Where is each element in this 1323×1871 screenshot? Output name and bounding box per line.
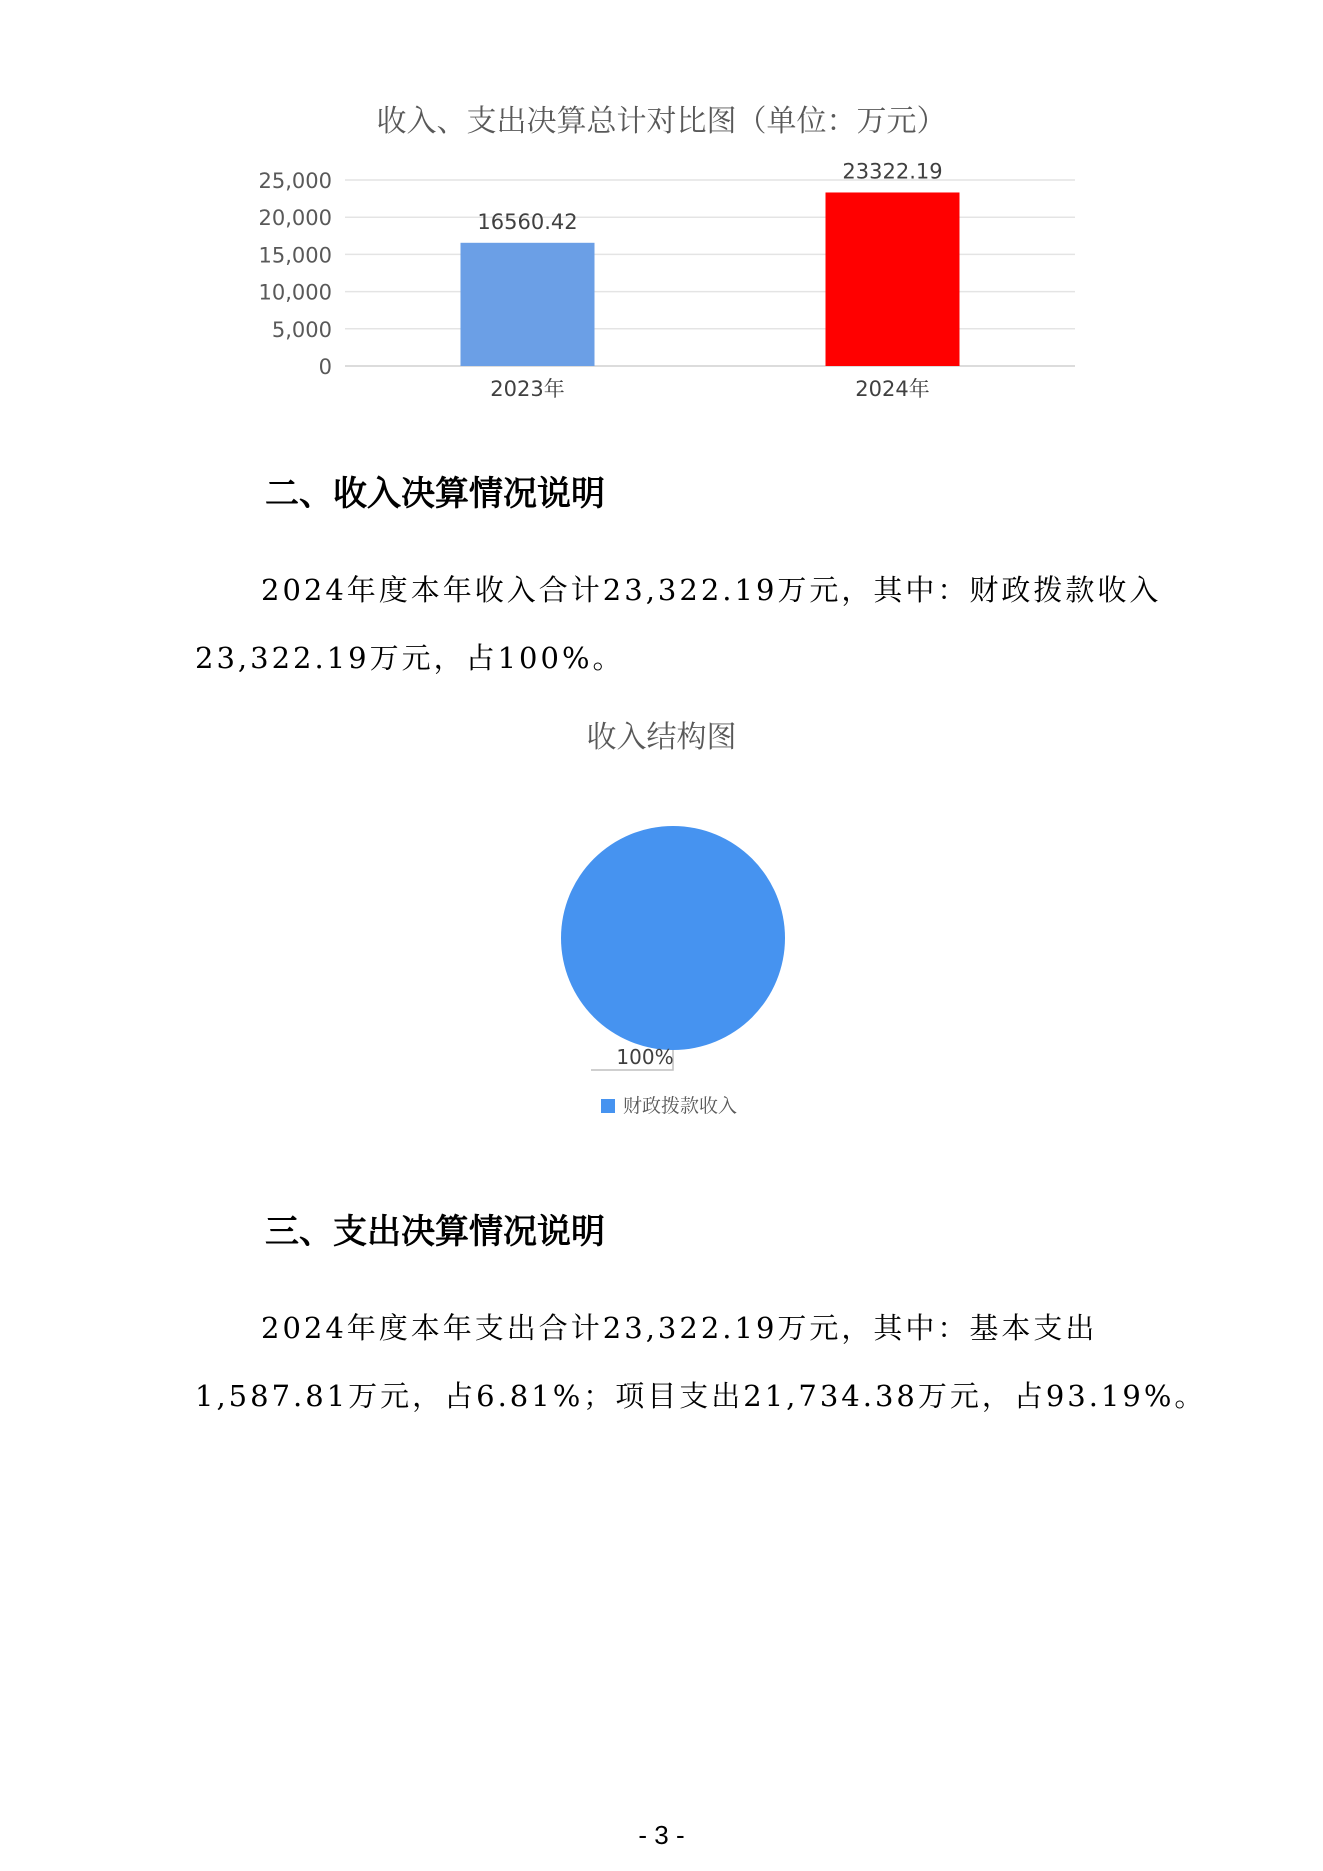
y-tick-label: 0: [318, 355, 332, 379]
y-tick-label: 10,000: [258, 280, 332, 305]
y-tick-label: 15,000: [258, 243, 332, 268]
data-label: 23322.19: [842, 159, 943, 184]
legend-swatch: [601, 1099, 615, 1113]
pie-slice-财政拨款收入: [561, 826, 785, 1050]
y-tick-label: 5,000: [271, 317, 332, 342]
section-3-paragraph-line-2: 1,587.81万元，占6.81%；项目支出21,734.38万元，占93.19%。: [195, 1379, 1207, 1413]
pie-chart-title: 收入结构图: [586, 720, 737, 755]
x-tick-label: 2023年: [490, 377, 565, 401]
bar-chart-title: 收入、支出决算总计对比图（单位：万元）: [376, 104, 947, 139]
pie-data-label: 100%: [616, 1045, 674, 1069]
page-number: - 3 -: [638, 1820, 685, 1850]
section-3-heading: 三、支出决算情况说明: [265, 1212, 605, 1252]
bar-2023年: [461, 243, 595, 366]
y-tick-label: 25,000: [258, 169, 332, 193]
y-tick-label: 20,000: [258, 206, 332, 231]
section-3-paragraph-line-1: 2024年度本年支出合计23,322.19万元，其中：基本支出: [261, 1311, 1098, 1345]
data-label: 16560.42: [477, 209, 578, 234]
bar-2024年: [826, 192, 960, 366]
section-2-paragraph-line-1: 2024年度本年收入合计23,322.19万元，其中：财政拨款收入: [261, 573, 1162, 607]
pie-chart: [0, 780, 1323, 1130]
section-2-heading: 二、收入决算情况说明: [265, 474, 605, 514]
bar-chart: [0, 0, 1323, 420]
x-tick-label: 2024年: [855, 377, 930, 401]
legend-label: 财政拨款收入: [623, 1095, 738, 1117]
section-2-paragraph-line-2: 23,322.19万元，占100%。: [195, 641, 625, 675]
